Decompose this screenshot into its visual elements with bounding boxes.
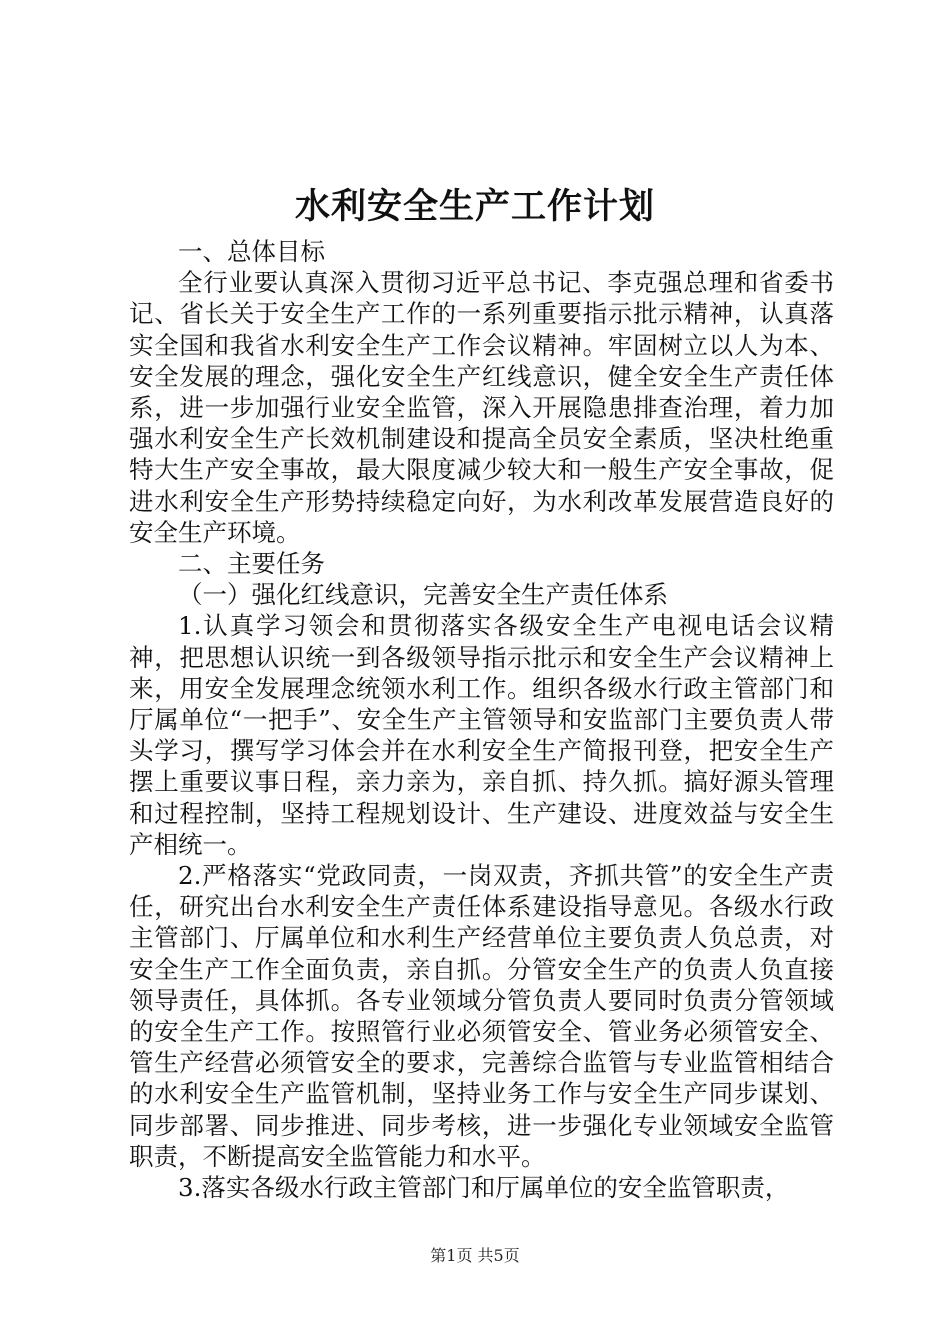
page-number: 第1页 共5页: [430, 1246, 520, 1265]
document-title: 水利安全生产工作计划: [294, 186, 655, 227]
paragraph-item-2: 2.严格落实“党政同责，一岗双责，齐抓共管”的安全生产责任，研究出台水利安全生产责任体系建设指导意见。各级水行政主管部门、厅属单位和水利生产经营单位主要负责人负总责，对安全生产工作全面负责，亲自抓。分管安全生产的负责人负直接领导责任，具体抓。各专业领域分管负责人要同时负责分管领域的安全生产工作。按照管行业必须管安全、管业务必须管安全、管生产经营必须管安全的要求，完善综合监管与专业监管相结合的水利安全生产监管机制，坚持业务工作与安全生产同步谋划、同步部署、同步推进、同步考核，进一步强化专业领域安全监管职责，不断提高安全监管能力和水平。: [129, 861, 834, 1171]
section-heading-main-tasks: 二、主要任务: [178, 549, 325, 579]
paragraph-item-3: 3.落实各级水行政主管部门和厅属单位的安全监管职责，: [178, 1173, 790, 1203]
paragraph-item-1: 1.认真学习领会和贯彻落实各级安全生产电视电话会议精神，把思想认识统一到各级领导指示批示和安全生产会议精神上来，用安全发展理念统领水利工作。组织各级水行政主管部门和厅属单位“一把手”、安全生产主管领导和安监部门主要负责人带头学习，撰写学习体会并在水利安全生产简报刊登，把安全生产摆上重要议事日程，亲力亲为，亲自抓、持久抓。搞好源头管理和过程控制，坚持工程规划设计、生产建设、进度效益与安全生产相统一。: [129, 611, 834, 859]
subsection-heading-1: （一）强化红线意识，完善安全生产责任体系: [178, 580, 668, 610]
paragraph-overall-goal: 全行业要认真深入贯彻习近平总书记、李克强总理和省委书记、省长关于安全生产工作的一系列重要指示批示精神，认真落实全国和我省水利安全生产工作会议精神。牢固树立以人为本、安全发展的理念，强化安全生产红线意识，健全安全生产责任体系，进一步加强行业安全监管，深入开展隐患排查治理，着力加强水利安全生产长效机制建设和提高全员安全素质，坚决杜绝重特大生产安全事故，最大限度减少较大和一般生产安全事故，促进水利安全生产形势持续稳定向好，为水利改革发展营造良好的安全生产环境。: [129, 268, 834, 547]
section-heading-overall-goal: 一、总体目标: [178, 237, 325, 266]
document-body: [129, 236, 834, 1203]
page-footer: [0, 1245, 950, 1267]
